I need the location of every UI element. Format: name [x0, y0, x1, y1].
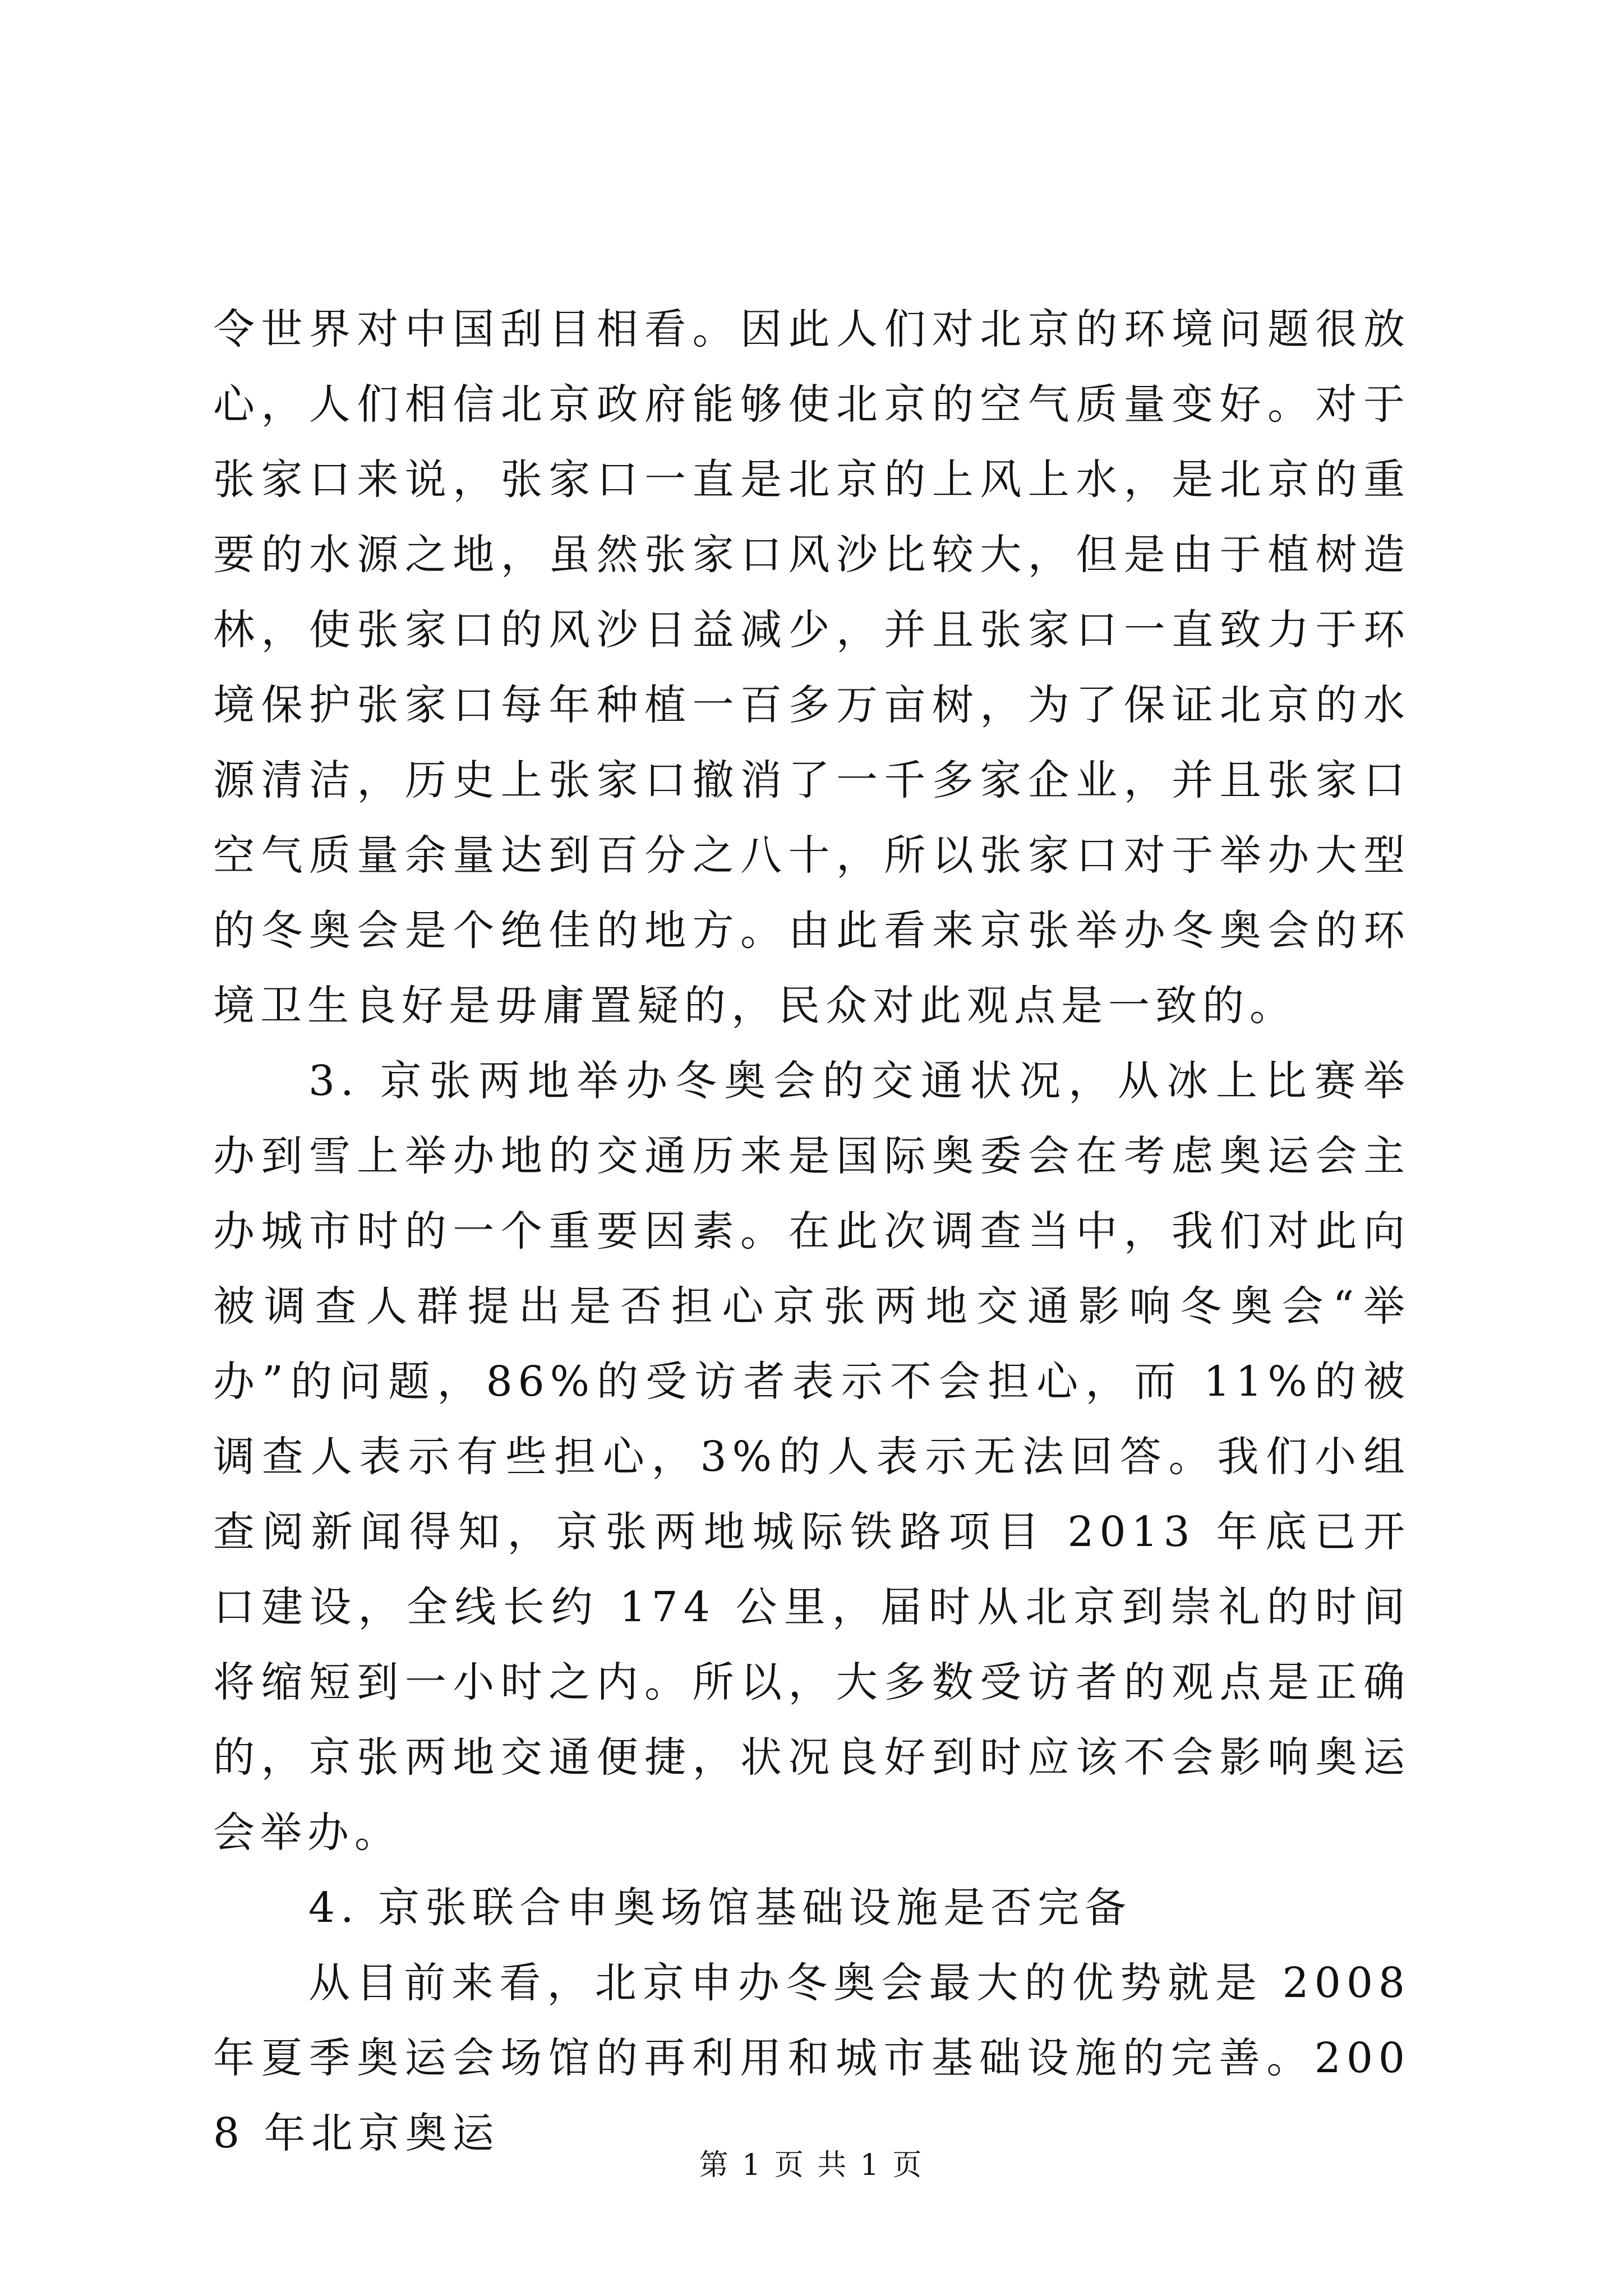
paragraph-environment-continued: 令世界对中国刮目相看。因此人们对北京的环境问题很放心，人们相信北京政府能够使北京的空气质量变好。对于张家口来说，张家口一直是北京的上风上水，是北京的重要的水源之地，虽然张家口风沙比较大，但是由于植树造林，使张家口的风沙日益减少，并且张家口一直致力于环境保护张家口每年种植一百多万亩树，为了保证北京的水源清洁，历史上张家口撤消了一千多家企业，并且张家口空气质量余量达到百分之八十，所以张家口对于举办大型的冬奥会是个绝佳的地方。由此看来京张举办冬奥会的环境卫生良好是毋庸置疑的，民众对此观点是一致的。: [213, 305, 1410, 1030]
paragraph-venues: 从目前来看，北京申办冬奥会最大的优势就是 2008 年夏季奥运会场馆的再利用和城市基础设施的完善。2008 年北京奥运: [213, 1959, 1410, 2157]
section-heading-venues: 4. 京张联合申奥场馆基础设施是否完备: [308, 1884, 1132, 1932]
paragraph-transport: 3. 京张两地举办冬奥会的交通状况，从冰上比赛举办到雪上举办地的交通历来是国际奥委会在考虑奥运会主办城市时的一个重要因素。在此次调查当中，我们对此向被调查人群提出是否担心京张两地交通影响冬奥会“举办”的问题，86%的受访者表示不会担心，而 11%的被调查人表示有些担心，3%的人表示无法回答。我们小组查阅新闻得知，京张两地城际铁路项目 2013 年底已开口建设，全线长约 174 公里，届时从北京到崇礼的时间将缩短到一小时之内。所以，大多数受访者的观点是正确的，京张两地交通便捷，状况良好到时应该不会影响奥运会举办。: [213, 1057, 1410, 1857]
body-text: [213, 292, 1410, 2171]
page-footer: 第 1 页 共 1 页: [699, 2148, 924, 2182]
